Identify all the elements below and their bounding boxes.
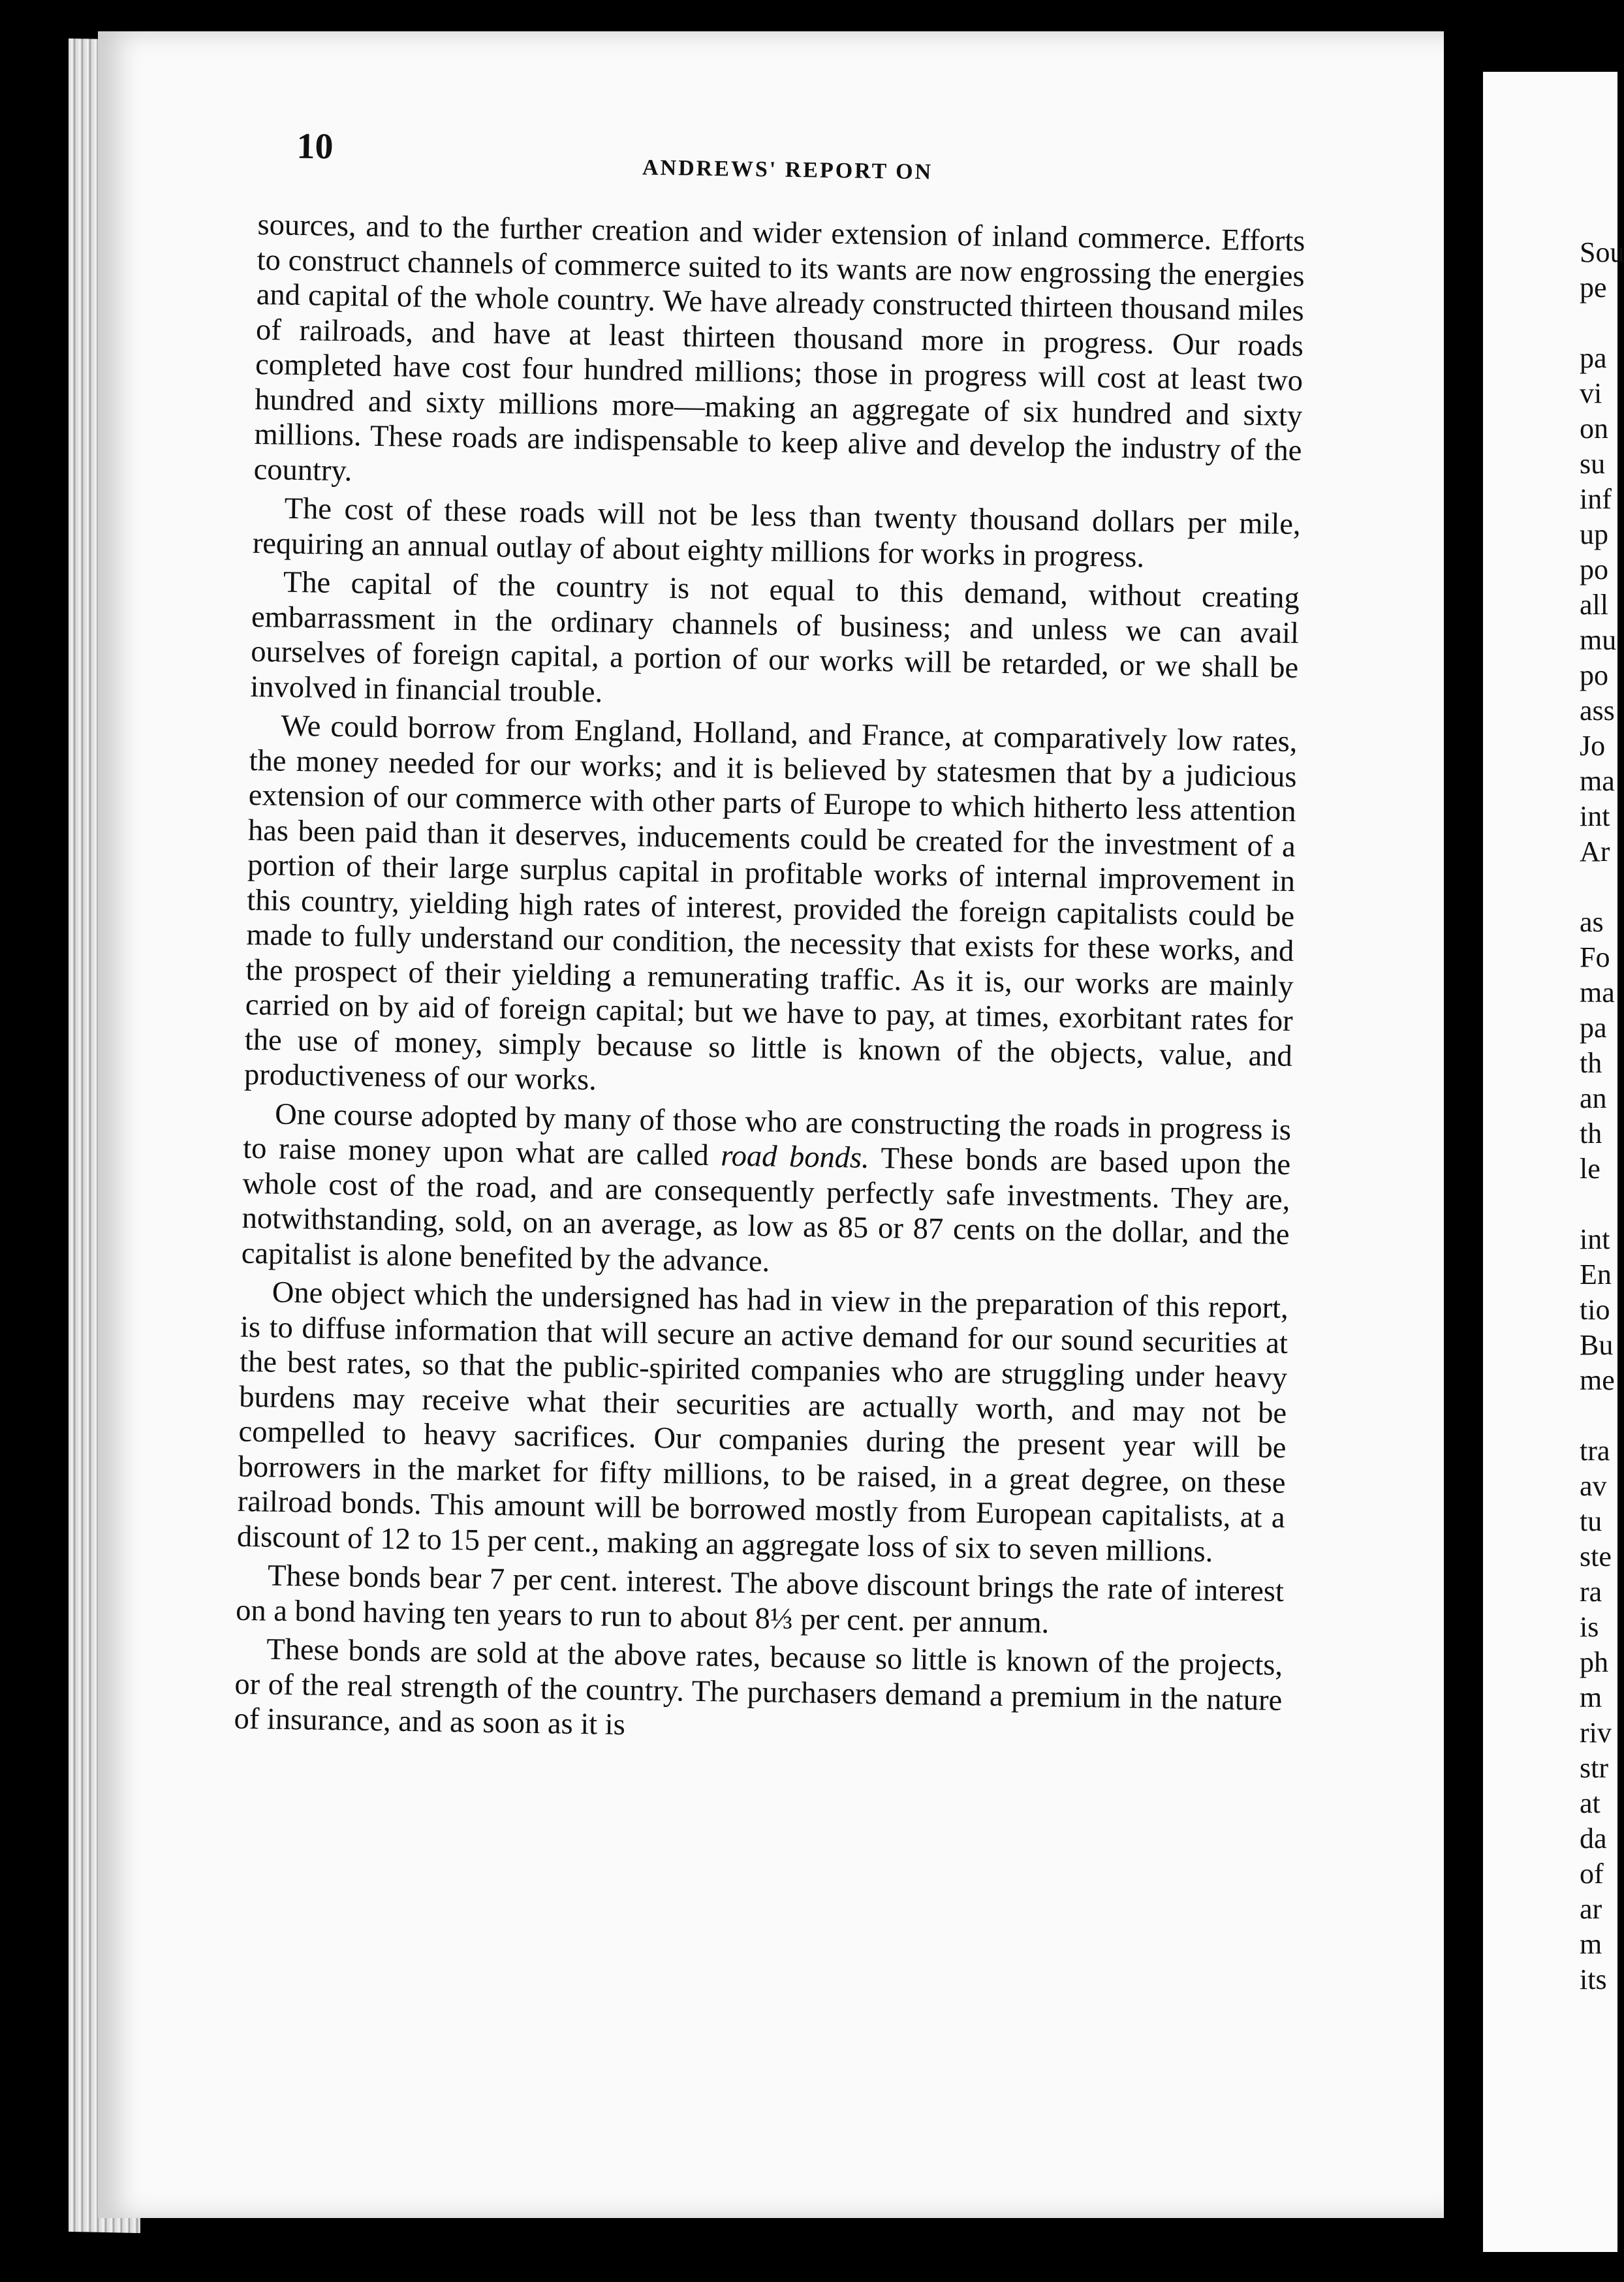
paragraph-2: The cost of these roads will not be less than twenty thousand dollars per mile, requiring an annual outlay of about eighty millions for works in progress. xyxy=(252,492,1301,574)
facing-page-fragment: m xyxy=(1580,1681,1602,1713)
facing-page-fragment: as xyxy=(1580,906,1604,938)
running-head: ANDREWS' REPORT ON xyxy=(642,155,933,185)
paragraph-7: These bonds bear 7 per cent. interest. The above discount brings the rate of interest on a bond having ten years to run to about 8⅓ per cent. per annum. xyxy=(235,1559,1285,1640)
facing-page-fragment: th xyxy=(1580,1118,1602,1149)
facing-page-fragment: me xyxy=(1580,1364,1615,1396)
paragraph-5 xyxy=(241,1096,1291,1287)
facing-page-fragment: pa xyxy=(1580,1012,1607,1044)
facing-page-fragment: ph xyxy=(1580,1646,1608,1678)
facing-page-fragment: da xyxy=(1580,1822,1607,1854)
facing-page-fragment: le xyxy=(1580,1153,1601,1185)
facing-page-fragment: inf xyxy=(1580,483,1612,515)
facing-page-fragment: pe xyxy=(1580,272,1607,304)
facing-page-fragment: is xyxy=(1580,1611,1599,1643)
facing-page-fragment: at xyxy=(1580,1787,1601,1819)
facing-page-fragment: Fo xyxy=(1580,941,1610,973)
facing-page-fragment: ma xyxy=(1580,765,1615,797)
facing-page-fragment: all xyxy=(1580,589,1608,621)
facing-page-fragment: ma xyxy=(1580,977,1615,1008)
page-number: 10 xyxy=(296,125,334,167)
facing-page-fragment: tio xyxy=(1580,1294,1610,1326)
paragraph-8: These bonds are sold at the above rates, because so little is known of the projects, or of the real strength of the country. The purchasers demand a premium in the nature of insurance, and as soon as it is xyxy=(234,1633,1283,1742)
facing-page-fragment: th xyxy=(1580,1047,1602,1079)
facing-page-fragment: ste xyxy=(1580,1540,1612,1572)
facing-page-fragment: ass xyxy=(1580,695,1615,727)
paragraph-3: The capital of the country is not equal to this demand, without creating embarrassment in the ordinary channels of business; and unless we can avail ourselves of foreign capital, a portion of our works will be retarded, or we shall be involved in financial trouble. xyxy=(250,565,1300,709)
facing-page-fragment: En xyxy=(1580,1258,1612,1290)
paragraph-6: One object which the undersigned has had in view in the preparation of this report, is to diffuse information that will secure an active demand for our sound securities at the best rates, so that the public-spirited companies who are struggling under heavy burdens may receive what their securities are actually worth, and may not be compelled to heavy sacrifices. Our companies during the present year will be borrowers in the market for fifty millions, to be raised, in a great degree, on these railroad bonds. This amount will be borrowed mostly from European capitalists, at a discount of 12 to 15 per cent., making an aggregate loss of six to seven millions. xyxy=(236,1275,1289,1569)
facing-page-fragment: up xyxy=(1580,518,1608,550)
facing-page-fragment: int xyxy=(1580,800,1610,832)
paragraph-5-start: One course adopted by many of those who are constructing the roads in progress is to raise money upon what are called xyxy=(242,1097,1292,1173)
paragraph-1: sources, and to the further creation and wider extension of inland commerce. Efforts to construct channels of commerce suited to its wants are now engrossing the energies and capital of the whole country. We have already constructed thirteen thousand miles of railroads, and have at least thirteen thousand more in progress. Our roads completed have cost four hundred millions; those in progress will cost at least two hundred and sixty millions more—making an aggregate of six hundred and sixty millions. These roads are indispensable to keep alive and develop the industry of the country. xyxy=(253,208,1305,488)
facing-page-fragment: su xyxy=(1580,448,1606,480)
facing-page-fragment: mu xyxy=(1580,624,1617,656)
facing-page-fragment: ar xyxy=(1580,1893,1602,1925)
facing-page-fragment: po xyxy=(1580,659,1608,691)
facing-page-fragment: Jo xyxy=(1580,730,1606,762)
paragraph-5-end: These bonds are based upon the whole cost of the road, and are consequently perfectly safe investments. They are, notwithstanding, sold, on an average, as low as 85 or 87 cents on the dollar, and the capitalist is alone benefited by the advance. xyxy=(241,1141,1291,1279)
facing-page-fragment: ra xyxy=(1580,1576,1602,1608)
facing-page-fragment: av xyxy=(1580,1470,1607,1502)
facing-page-fragment: tra xyxy=(1580,1435,1610,1467)
facing-page-fragment: Bu xyxy=(1580,1329,1614,1361)
facing-page-fragment: riv xyxy=(1580,1717,1612,1749)
facing-page-fragment: tu xyxy=(1580,1505,1602,1537)
body-text xyxy=(234,208,1305,1757)
facing-page-fragment: pa xyxy=(1580,342,1607,374)
facing-page-fragment: Sou xyxy=(1580,236,1624,268)
road-bonds-term: road bonds. xyxy=(720,1139,870,1175)
facing-page-fragment: po xyxy=(1580,554,1608,586)
facing-page-fragment: on xyxy=(1580,413,1608,445)
facing-page-fragment: str xyxy=(1580,1752,1608,1784)
facing-page-strip xyxy=(1483,72,1624,2252)
facing-page-fragment: its xyxy=(1580,1963,1607,1995)
facing-page-fragment: vi xyxy=(1580,377,1602,409)
facing-page-fragment: Ar xyxy=(1580,836,1610,867)
facing-page-fragment: int xyxy=(1580,1223,1610,1255)
facing-page-fragment: of xyxy=(1580,1858,1604,1890)
facing-page-fragment: an xyxy=(1580,1082,1607,1114)
paragraph-4: We could borrow from England, Holland, and France, at comparatively low rates, the money needed for our works; and it is believed by statesmen that by a judicious extension of our commerce with other parts of Europe to which hitherto less attention has been paid than it deserves, inducements could be created for the investment of a portion of their large surplus capital in profitable works of internal improvement in this country, yielding high rates of interest, provided the foreign capitalists could be made to fully understand our condition, the necessity that exists for these works, and the prospect of their yielding a remunerating traffic. As it is, our works are mainly carried on by aid of foreign capital; but we have to pay, at times, exorbitant rates for the use of money, simply because so little is known of the objects, value, and productiveness of our works. xyxy=(243,709,1298,1097)
facing-page-fragment: m xyxy=(1580,1928,1602,1960)
